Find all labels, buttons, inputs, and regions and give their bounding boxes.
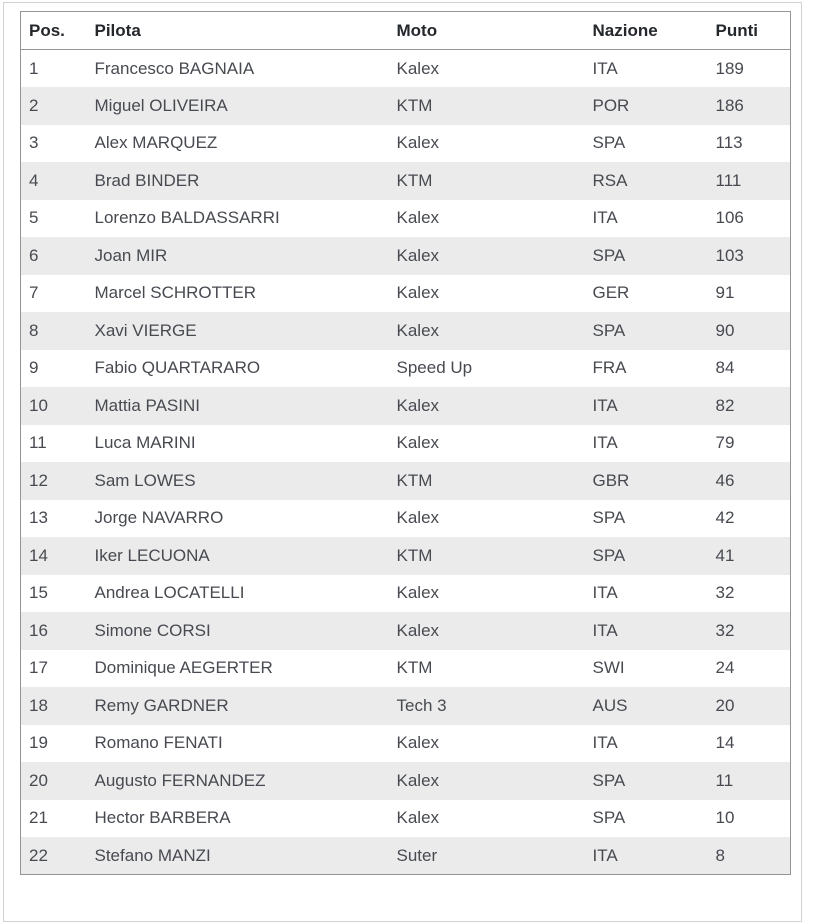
- cell-pos: 1: [21, 50, 87, 88]
- cell-points: 14: [708, 725, 791, 763]
- cell-points: 20: [708, 687, 791, 725]
- table-row: [21, 612, 791, 650]
- cell-rider: Romano FENATI: [87, 725, 389, 763]
- championship-standings-table: [20, 11, 791, 875]
- cell-points: 32: [708, 612, 791, 650]
- cell-nation: ITA: [585, 200, 708, 238]
- cell-bike: KTM: [389, 162, 585, 200]
- table-row: [21, 237, 791, 275]
- cell-rider: Stefano MANZI: [87, 837, 389, 875]
- cell-nation: ITA: [585, 575, 708, 613]
- cell-rider: Miguel OLIVEIRA: [87, 87, 389, 125]
- cell-bike: Kalex: [389, 425, 585, 463]
- cell-pos: 16: [21, 612, 87, 650]
- cell-nation: AUS: [585, 687, 708, 725]
- table-row: [21, 537, 791, 575]
- table-header-row: [21, 12, 791, 50]
- cell-bike: Suter: [389, 837, 585, 875]
- cell-pos: 18: [21, 687, 87, 725]
- table-row: [21, 312, 791, 350]
- cell-points: 8: [708, 837, 791, 875]
- cell-bike: Kalex: [389, 237, 585, 275]
- table-row: [21, 687, 791, 725]
- cell-pos: 7: [21, 275, 87, 313]
- cell-rider: Luca MARINI: [87, 425, 389, 463]
- cell-bike: KTM: [389, 537, 585, 575]
- cell-rider: Sam LOWES: [87, 462, 389, 500]
- cell-bike: Kalex: [389, 575, 585, 613]
- cell-points: 11: [708, 762, 791, 800]
- cell-rider: Jorge NAVARRO: [87, 500, 389, 538]
- cell-rider: Brad BINDER: [87, 162, 389, 200]
- cell-bike: Kalex: [389, 275, 585, 313]
- cell-points: 103: [708, 237, 791, 275]
- cell-nation: GBR: [585, 462, 708, 500]
- cell-pos: 3: [21, 125, 87, 163]
- cell-rider: Fabio QUARTARARO: [87, 350, 389, 388]
- cell-bike: Kalex: [389, 125, 585, 163]
- table-row: [21, 275, 791, 313]
- cell-points: 91: [708, 275, 791, 313]
- cell-pos: 4: [21, 162, 87, 200]
- cell-nation: RSA: [585, 162, 708, 200]
- cell-bike: Kalex: [389, 725, 585, 763]
- cell-points: 24: [708, 650, 791, 688]
- table-row: [21, 200, 791, 238]
- cell-bike: KTM: [389, 87, 585, 125]
- cell-bike: Kalex: [389, 312, 585, 350]
- cell-pos: 22: [21, 837, 87, 875]
- cell-rider: Remy GARDNER: [87, 687, 389, 725]
- table-row: [21, 425, 791, 463]
- cell-nation: SWI: [585, 650, 708, 688]
- table-row: [21, 387, 791, 425]
- cell-bike: Kalex: [389, 500, 585, 538]
- cell-bike: Kalex: [389, 762, 585, 800]
- column-header-bike: Moto: [389, 12, 585, 50]
- cell-nation: ITA: [585, 837, 708, 875]
- cell-points: 41: [708, 537, 791, 575]
- cell-nation: ITA: [585, 725, 708, 763]
- cell-pos: 11: [21, 425, 87, 463]
- cell-points: 186: [708, 87, 791, 125]
- cell-nation: GER: [585, 275, 708, 313]
- cell-rider: Xavi VIERGE: [87, 312, 389, 350]
- cell-pos: 19: [21, 725, 87, 763]
- table-row: [21, 725, 791, 763]
- cell-nation: SPA: [585, 762, 708, 800]
- cell-nation: ITA: [585, 612, 708, 650]
- table-row: [21, 125, 791, 163]
- cell-pos: 8: [21, 312, 87, 350]
- cell-rider: Marcel SCHROTTER: [87, 275, 389, 313]
- column-header-pos: Pos.: [21, 12, 87, 50]
- cell-rider: Augusto FERNANDEZ: [87, 762, 389, 800]
- cell-bike: Speed Up: [389, 350, 585, 388]
- cell-nation: ITA: [585, 50, 708, 88]
- cell-nation: SPA: [585, 125, 708, 163]
- cell-pos: 5: [21, 200, 87, 238]
- cell-rider: Hector BARBERA: [87, 800, 389, 838]
- cell-pos: 15: [21, 575, 87, 613]
- table-row: [21, 762, 791, 800]
- cell-bike: Kalex: [389, 200, 585, 238]
- cell-nation: SPA: [585, 312, 708, 350]
- cell-rider: Dominique AEGERTER: [87, 650, 389, 688]
- column-header-nation: Nazione: [585, 12, 708, 50]
- cell-pos: 20: [21, 762, 87, 800]
- cell-nation: POR: [585, 87, 708, 125]
- cell-nation: SPA: [585, 500, 708, 538]
- cell-bike: Tech 3: [389, 687, 585, 725]
- cell-pos: 2: [21, 87, 87, 125]
- cell-pos: 14: [21, 537, 87, 575]
- cell-rider: Lorenzo BALDASSARRI: [87, 200, 389, 238]
- cell-bike: Kalex: [389, 612, 585, 650]
- cell-rider: Andrea LOCATELLI: [87, 575, 389, 613]
- cell-bike: KTM: [389, 650, 585, 688]
- cell-pos: 21: [21, 800, 87, 838]
- cell-nation: ITA: [585, 387, 708, 425]
- cell-pos: 13: [21, 500, 87, 538]
- cell-points: 82: [708, 387, 791, 425]
- cell-pos: 9: [21, 350, 87, 388]
- cell-pos: 17: [21, 650, 87, 688]
- table-row: [21, 800, 791, 838]
- table-header: [21, 12, 791, 50]
- cell-nation: ITA: [585, 425, 708, 463]
- cell-bike: KTM: [389, 462, 585, 500]
- cell-points: 32: [708, 575, 791, 613]
- cell-pos: 6: [21, 237, 87, 275]
- cell-points: 106: [708, 200, 791, 238]
- cell-points: 84: [708, 350, 791, 388]
- cell-nation: SPA: [585, 537, 708, 575]
- column-header-rider: Pilota: [87, 12, 389, 50]
- cell-points: 111: [708, 162, 791, 200]
- cell-points: 90: [708, 312, 791, 350]
- cell-rider: Francesco BAGNAIA: [87, 50, 389, 88]
- cell-nation: SPA: [585, 237, 708, 275]
- cell-rider: Joan MIR: [87, 237, 389, 275]
- table-row: [21, 500, 791, 538]
- cell-rider: Simone CORSI: [87, 612, 389, 650]
- table-row: [21, 162, 791, 200]
- cell-nation: SPA: [585, 800, 708, 838]
- cell-pos: 10: [21, 387, 87, 425]
- content-panel: [3, 2, 802, 922]
- standings-body: [21, 50, 791, 875]
- cell-points: 42: [708, 500, 791, 538]
- cell-points: 10: [708, 800, 791, 838]
- table-row: [21, 50, 791, 88]
- cell-nation: FRA: [585, 350, 708, 388]
- cell-points: 79: [708, 425, 791, 463]
- cell-bike: Kalex: [389, 800, 585, 838]
- table-row: [21, 462, 791, 500]
- cell-points: 46: [708, 462, 791, 500]
- cell-bike: Kalex: [389, 387, 585, 425]
- table-row: [21, 575, 791, 613]
- cell-rider: Alex MARQUEZ: [87, 125, 389, 163]
- column-header-points: Punti: [708, 12, 791, 50]
- table-row: [21, 650, 791, 688]
- cell-points: 113: [708, 125, 791, 163]
- cell-pos: 12: [21, 462, 87, 500]
- cell-bike: Kalex: [389, 50, 585, 88]
- table-row: [21, 837, 791, 875]
- table-row: [21, 350, 791, 388]
- cell-points: 189: [708, 50, 791, 88]
- cell-rider: Mattia PASINI: [87, 387, 389, 425]
- cell-rider: Iker LECUONA: [87, 537, 389, 575]
- table-row: [21, 87, 791, 125]
